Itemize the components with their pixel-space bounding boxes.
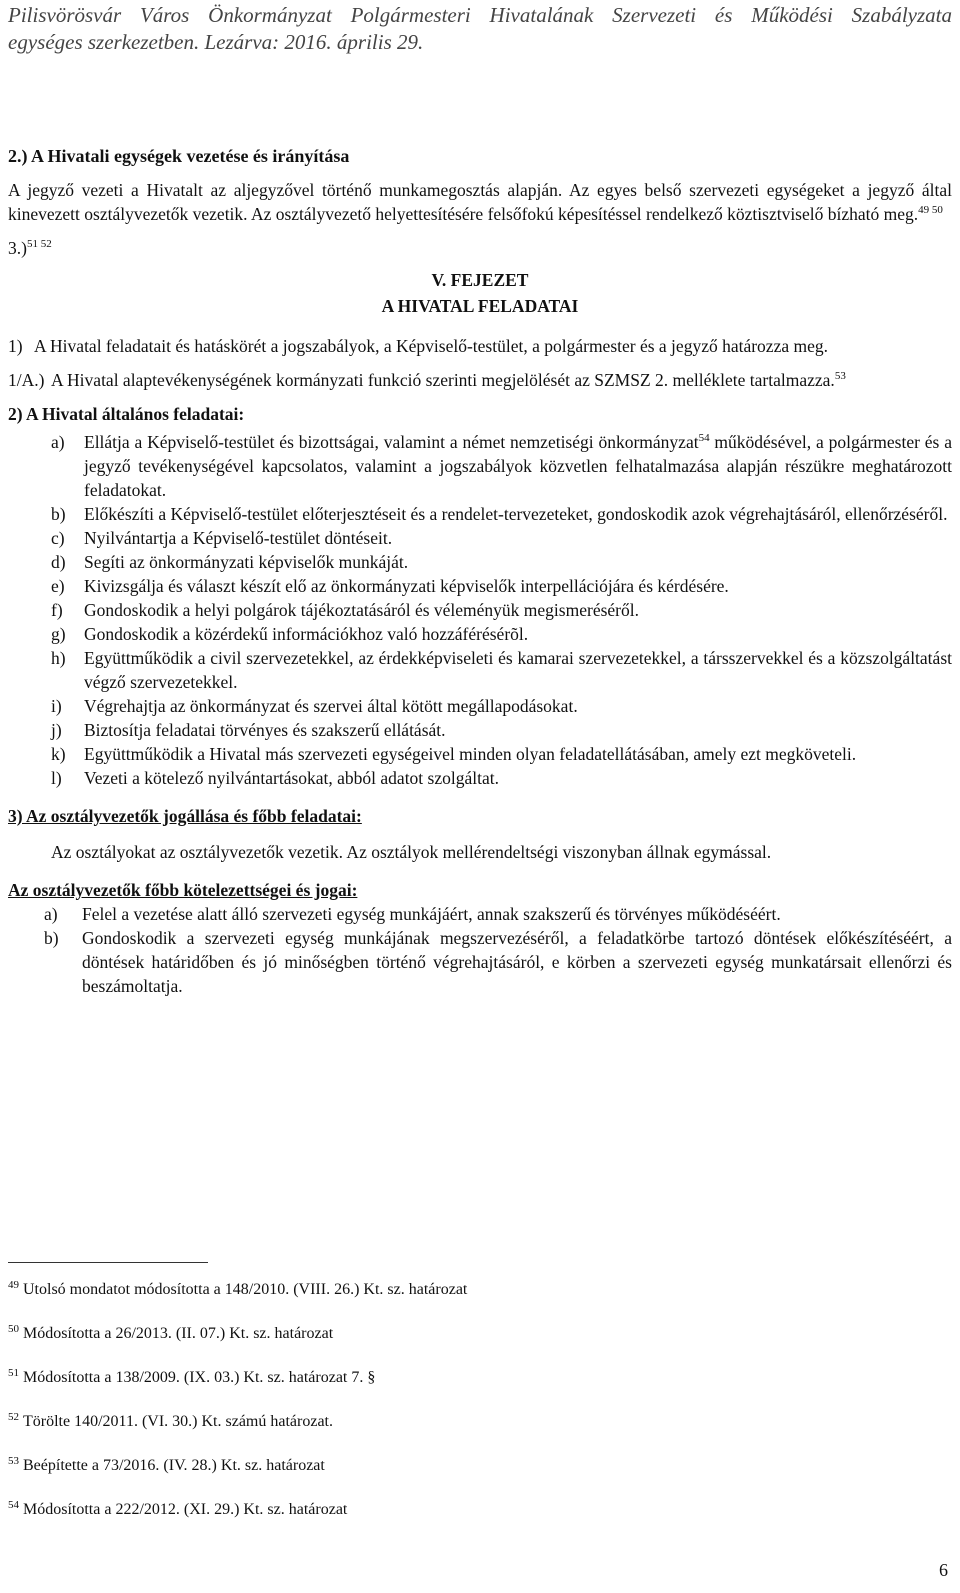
footnote-text: Beépítette a 73/2016. (IV. 28.) Kt. sz. határozat — [23, 1457, 325, 1474]
item-text: Kivizsgálja és választ készít elő az önkormányzati képviselők interpellációjára és kérdésére. — [84, 576, 729, 596]
duties-title: Az osztályvezetők főbb kötelezettségei és jogai: — [8, 880, 358, 900]
footnote-number: 51 — [8, 1366, 19, 1379]
footnote — [8, 1454, 952, 1501]
item-text: Együttműködik a civil szervezetekkel, az érdekképviseleti és kamarai szervezetekkel, a társszervekkel és a közszolgáltatást végző szervezetekkel. — [84, 648, 952, 692]
footnote-separator — [8, 1262, 208, 1263]
item-text: Végrehajtja az önkormányzat és szervei által kötött megállapodásokat. — [84, 696, 578, 716]
item-text: Gondoskodik a szervezeti egység munkájának megszervezéséről, a feladatkörbe tartozó döntések előkészítéséért, a döntések határidőben és jó minőségben történő végrehajtásáról, e körben a szervezeti egység munkatársait ellenőrzi és beszámoltatja. — [82, 928, 952, 996]
section-3-paragraph: Az osztályokat az osztályvezetők vezetik. Az osztályok mellérendeltségi viszonyban állnak egymással. — [51, 842, 772, 862]
main-content — [8, 144, 952, 998]
footnote — [8, 1322, 952, 1369]
list-item — [51, 526, 952, 550]
paragraph-text — [51, 368, 952, 392]
item-label: i) — [51, 696, 62, 716]
list-item — [51, 502, 952, 526]
footnote-number: 50 — [8, 1322, 19, 1335]
list-item — [8, 926, 952, 998]
footnote — [8, 1366, 952, 1413]
footnote-ref: 51 52 — [26, 238, 52, 251]
paragraph-1 — [8, 334, 952, 358]
footnote-number: 49 — [8, 1278, 19, 1291]
footnote-text: Módosította a 222/2012. (XI. 29.) Kt. sz. határozat — [23, 1501, 348, 1518]
item-label: e) — [51, 576, 65, 596]
item-text: Segíti az önkormányzati képviselők munkáját. — [84, 552, 409, 572]
list-item — [51, 598, 952, 622]
header-line-2: egységes szerkezetben. Lezárva: 2016. április 29. — [8, 30, 424, 54]
item-label: j) — [51, 720, 62, 740]
section-3-label — [8, 236, 952, 260]
item-text: Előkészíti a Képviselő-testület előterjesztéseit és a rendelet-tervezeteket, gondoskodik azok végrehajtásáról, ellenőrzéséről. — [84, 504, 948, 524]
section-2-title: 2.) A Hivatali egységek vezetése és irányítása — [8, 146, 350, 166]
item-label: g) — [51, 624, 66, 644]
footnote-text: Módosította a 26/2013. (II. 07.) Kt. sz. határozat — [23, 1325, 334, 1342]
footnote-text: Utolsó mondatot módosította a 148/2010. (VIII. 26.) Kt. sz. határozat — [23, 1281, 468, 1298]
general-tasks-list — [51, 430, 952, 790]
item-text: Biztosítja feladatai törvényes és szakszerű ellátását. — [84, 720, 446, 740]
section-2-text: A jegyző vezeti a Hivatalt az aljegyzővel történő munkamegosztás alapján. Az egyes belső szervezeti egységeket a jegyző által kinevezett osztályvezetők vezetik. Az osztályvezető helyettesítésére felsőfokú képesítéssel rendelkező köztisztviselő bízható meg. — [8, 180, 952, 224]
item-text-rest: működésével, a polgármester és a jegyző tevékenységével kapcsolatos, valamint a jogszabályok közvetlen felhatalmazása alapján részükre meghatározott feladatokat. — [84, 432, 952, 500]
item-label: d) — [51, 552, 66, 572]
item-label: l) — [51, 768, 62, 788]
footnote — [8, 1278, 952, 1325]
item-text: Vezeti a kötelező nyilvántartásokat, abból adatot szolgáltat. — [84, 768, 499, 788]
footnotes — [8, 1262, 952, 1545]
section-3-title: 3) Az osztályvezetők jogállása és főbb feladatai: — [8, 806, 362, 826]
item-text: Gondoskodik a helyi polgárok tájékoztatásáról és véleményük megismeréséről. — [84, 600, 639, 620]
item-text: Felel a vezetése alatt álló szervezeti egység munkájáért, annak szakszerű és törvényes működéséért. — [82, 904, 781, 924]
chapter-number: V. FEJEZET — [431, 270, 529, 290]
list-item — [51, 766, 952, 790]
running-header — [8, 2, 952, 56]
item-label: h) — [51, 648, 66, 668]
item-label: b) — [51, 504, 66, 524]
footnote-ref: 54 — [698, 432, 710, 445]
item-text-part: Ellátja a Képviselő-testület és bizottságai, valamint a német nemzetiségi önkormányzat — [84, 432, 699, 452]
page-number: 6 — [939, 1560, 948, 1580]
list-item — [8, 902, 952, 926]
list-item — [51, 550, 952, 574]
item-label: a) — [51, 432, 65, 452]
list-item — [51, 646, 952, 694]
footnote-ref: 53 — [834, 370, 846, 383]
item-text: Gondoskodik a közérdekű információkhoz való hozzáférésérõl. — [84, 624, 529, 644]
item-text — [84, 430, 952, 502]
footnote-number: 53 — [8, 1454, 19, 1467]
header-line-1: Pilisvörösvár Város Önkormányzat Polgármesteri Hivatalának Szervezeti és Működési Szabályzata — [8, 3, 952, 27]
item-text: Együttműködik a Hivatal más szervezeti egységeivel minden olyan feladatellátásában, amely ezt megköveteli. — [84, 744, 857, 764]
footnote-text: Törölte 140/2011. (VI. 30.) Kt. számú határozat. — [23, 1413, 333, 1430]
list-item — [51, 430, 952, 502]
paragraph-text: A Hivatal feladatait és hatáskörét a jogszabályok, a Képviselő-testület, a polgármester és a jegyző határozza meg. — [34, 336, 828, 356]
footnote-text: Módosította a 138/2009. (IX. 03.) Kt. sz. határozat 7. § — [23, 1369, 376, 1386]
item-label: f) — [51, 600, 63, 620]
footnote-ref: 49 50 — [918, 204, 943, 217]
footnote — [8, 1410, 952, 1457]
item-label: a) — [44, 904, 58, 924]
item-label: c) — [51, 528, 65, 548]
paragraph-1a-text: A Hivatal alaptevékenységének kormányzati funkció szerinti megjelölését az SZMSZ 2. melléklete tartalmazza. — [51, 370, 835, 390]
duties-list — [8, 902, 952, 998]
document-page — [8, 0, 952, 1593]
paragraph-1a — [8, 368, 952, 392]
chapter-title: A HIVATAL FELADATAI — [381, 296, 579, 316]
paragraph-number: 1/A.) — [8, 370, 45, 390]
list-item — [51, 694, 952, 718]
item-label: k) — [51, 744, 66, 764]
section-2-paragraph — [8, 178, 952, 226]
paragraph-number: 1) — [8, 336, 23, 356]
list-item — [51, 622, 952, 646]
item-label: b) — [44, 928, 59, 948]
footnote-number: 52 — [8, 1410, 19, 1423]
item-text: Nyilvántartja a Képviselő-testület döntéseit. — [84, 528, 393, 548]
section-3-number: 3.) — [8, 238, 27, 258]
list-item — [51, 742, 952, 766]
list-item — [51, 718, 952, 742]
section-general-tasks-title: 2) A Hivatal általános feladatai: — [8, 404, 245, 424]
footnote — [8, 1498, 952, 1545]
footnote-number: 54 — [8, 1498, 19, 1511]
list-item — [51, 574, 952, 598]
